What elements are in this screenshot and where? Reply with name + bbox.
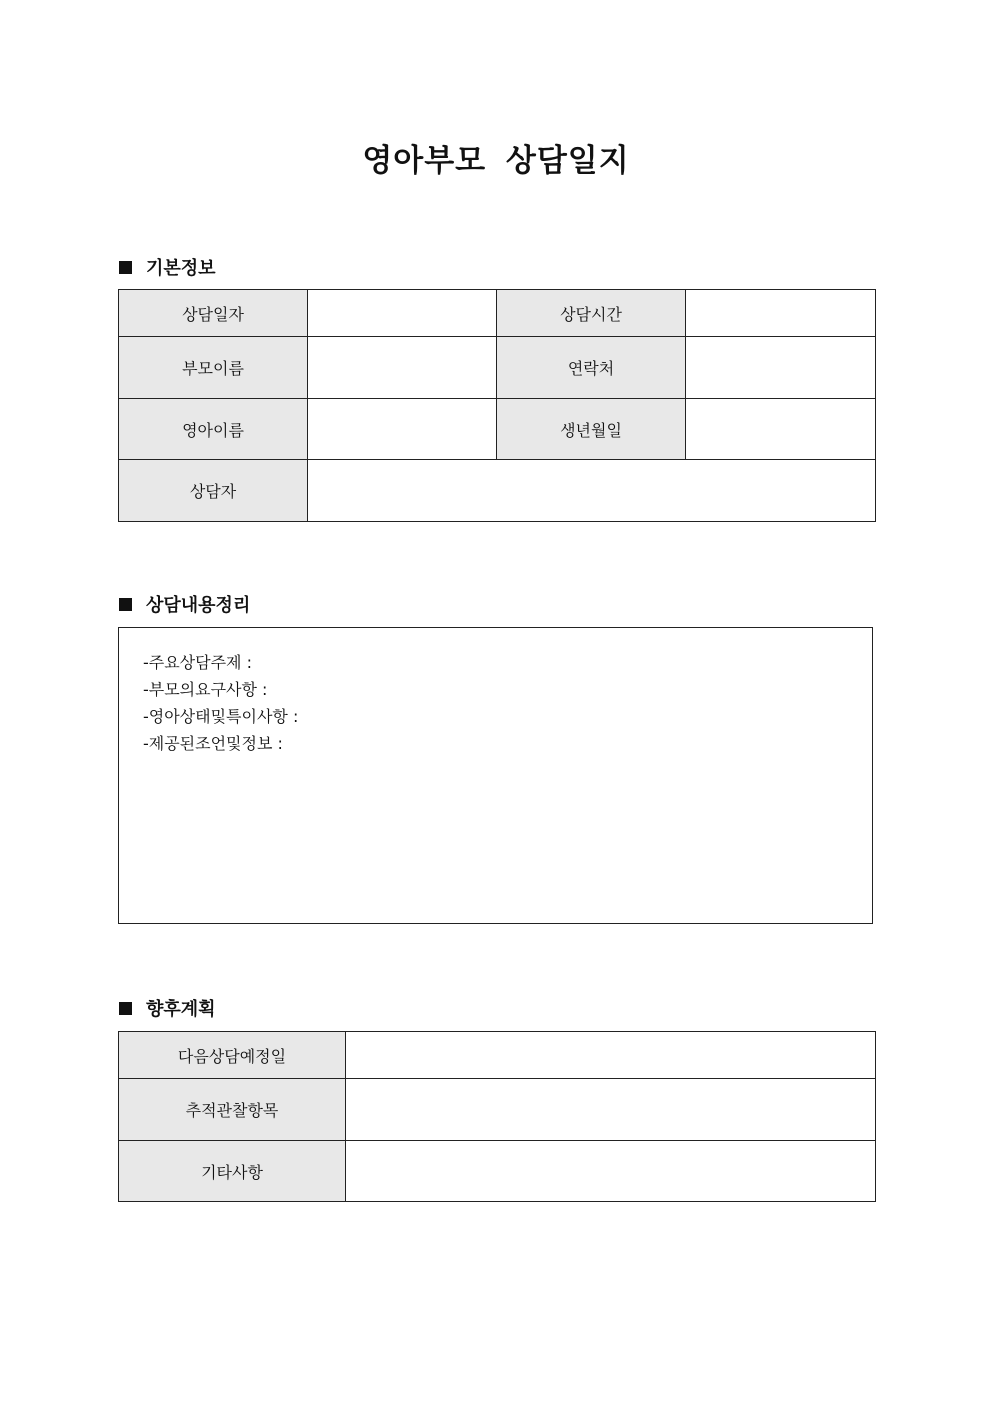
table-row (119, 1032, 876, 1079)
section-heading-plan (119, 995, 216, 1021)
plan-table (118, 1031, 876, 1202)
summary-box[interactable] (118, 627, 873, 924)
infant-name-field[interactable] (308, 399, 497, 460)
birth-date-label: 생년월일 (497, 399, 686, 460)
section-heading-summary (119, 591, 250, 617)
contact-field[interactable] (686, 337, 876, 399)
parent-requests-line: -부모의요구사항 : (143, 680, 268, 699)
section-title: 상담내용정리 (146, 595, 251, 616)
table-row (119, 337, 876, 399)
other-notes-field[interactable] (346, 1141, 876, 1202)
next-session-field[interactable] (346, 1032, 876, 1079)
parent-name-label: 부모이름 (119, 337, 308, 399)
page-title: 영아부모 상담일지 (362, 143, 630, 179)
birth-date-field[interactable] (686, 399, 876, 460)
section-title: 향후계획 (146, 999, 216, 1020)
section-heading-basic-info (119, 254, 216, 280)
advice-info-line: -제공된조언및정보 : (143, 734, 283, 753)
counsel-time-field[interactable] (686, 290, 876, 337)
counselor-label: 상담자 (119, 460, 308, 522)
basic-info-table (118, 289, 876, 522)
square-bullet-icon (119, 598, 132, 611)
table-row (119, 460, 876, 522)
table-row (119, 290, 876, 337)
table-row (119, 399, 876, 460)
follow-up-label: 추적관찰항목 (119, 1079, 346, 1141)
square-bullet-icon (119, 1002, 132, 1015)
next-session-label: 다음상담예정일 (119, 1032, 346, 1079)
counsel-time-label: 상담시간 (497, 290, 686, 337)
counselor-field[interactable] (308, 460, 876, 522)
section-title: 기본정보 (146, 258, 216, 279)
table-row (119, 1079, 876, 1141)
infant-name-label: 영아이름 (119, 399, 308, 460)
parent-name-field[interactable] (308, 337, 497, 399)
follow-up-field[interactable] (346, 1079, 876, 1141)
contact-label: 연락처 (497, 337, 686, 399)
infant-status-line: -영아상태및특이사항 : (143, 707, 299, 726)
counsel-date-field[interactable] (308, 290, 497, 337)
counsel-date-label: 상담일자 (119, 290, 308, 337)
other-notes-label: 기타사항 (119, 1141, 346, 1202)
table-row (119, 1141, 876, 1202)
square-bullet-icon (119, 261, 132, 274)
main-topic-line: -주요상담주제 : (143, 653, 252, 672)
